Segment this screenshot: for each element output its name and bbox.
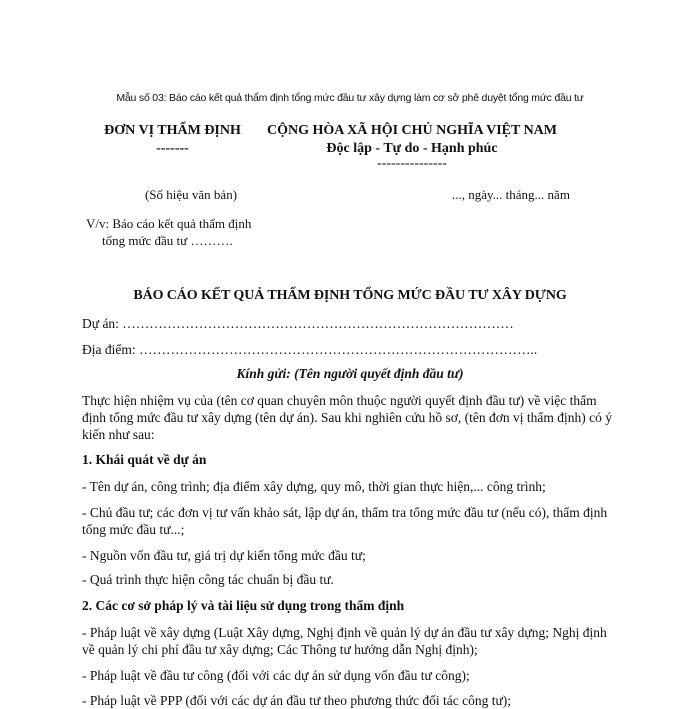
section-1-item: - Nguồn vốn đầu tư, giá trị dự kiến tổng mức đầu tư; — [82, 548, 366, 563]
intro-paragraph: Thực hiện nhiệm vụ của (tên cơ quan chuyên môn thuộc người quyết định đầu tư) về việc thẩm định tổng mức đầu tư xây dựng (tên dự án). Sau khi nghiên cứu hồ sơ, (tên đơn vị thẩm định) có ý kiến như sau: — [82, 393, 613, 442]
national-motto: Độc lập - Tự do - Hạnh phúc — [326, 141, 498, 156]
recipient-line: Kính gửi: (Tên người quyết định đầu tư) — [236, 366, 464, 381]
document-number: (Số hiệu văn bản) — [144, 187, 238, 202]
section-1-item: - Quá trình thực hiện công tác chuẩn bị đầu tư. — [82, 572, 334, 587]
date-line: ..., ngày... tháng... năm — [452, 187, 570, 202]
section-2-heading: 2. Các cơ sở pháp lý và tài liệu sử dụng trong thẩm định — [82, 598, 405, 613]
section-1-item: - Chủ đầu tư; các đơn vị tư vấn khảo sát, lập dự án, thẩm tra tổng mức đầu tư (nếu có), thẩm định tổng mức đầu tư...; — [82, 505, 608, 537]
subject-line-2: tổng mức đầu tư ………. — [102, 233, 233, 248]
section-2-item: - Pháp luật về xây dựng (Luật Xây dựng, Nghị định về quản lý dự án đầu tư xây dựng; Nghị định về quản lý chi phí đầu tư xây dựng; Các Thông tư hướng dẫn Nghị định); — [82, 625, 607, 657]
section-1-heading: 1. Khái quát về dự án — [82, 452, 207, 467]
issuing-unit-separator: ------- — [156, 141, 189, 156]
issuing-unit-title: ĐƠN VỊ THẨM ĐỊNH — [104, 123, 241, 138]
national-header-block — [262, 122, 562, 170]
subject-line-1: V/v: Báo cáo kết quả thẩm định — [86, 216, 252, 231]
document-title: BÁO CÁO KẾT QUẢ THẨM ĐỊNH TỔNG MỨC ĐẦU TƯ XÂY DỰNG — [133, 288, 567, 303]
issuing-unit-block — [100, 122, 245, 158]
national-title: CỘNG HÒA XÃ HỘI CHỦ NGHĨA VIỆT NAM — [266, 123, 557, 138]
form-title: Mẫu số 03: Báo cáo kết quả thẩm định tổng mức đầu tư xây dựng làm cơ sở phê duyệt tổng mức đầu tư — [116, 92, 584, 104]
national-separator: --------------- — [377, 156, 447, 171]
subject-block — [86, 215, 286, 249]
location-line: Địa điểm: …………………………………………………………………………….. — [82, 342, 538, 357]
project-line: Dự án: …………………………………………………………………………… — [82, 316, 514, 331]
section-2-item: - Pháp luật về đầu tư công (đối với các dự án sử dụng vốn đầu tư công); — [82, 668, 470, 683]
section-2-item: - Pháp luật về PPP (đối với các dự án đầu tư theo phương thức đối tác công tư); — [82, 693, 512, 708]
section-1-item: - Tên dự án, công trình; địa điểm xây dựng, quy mô, thời gian thực hiện,... công trình; — [82, 479, 546, 494]
